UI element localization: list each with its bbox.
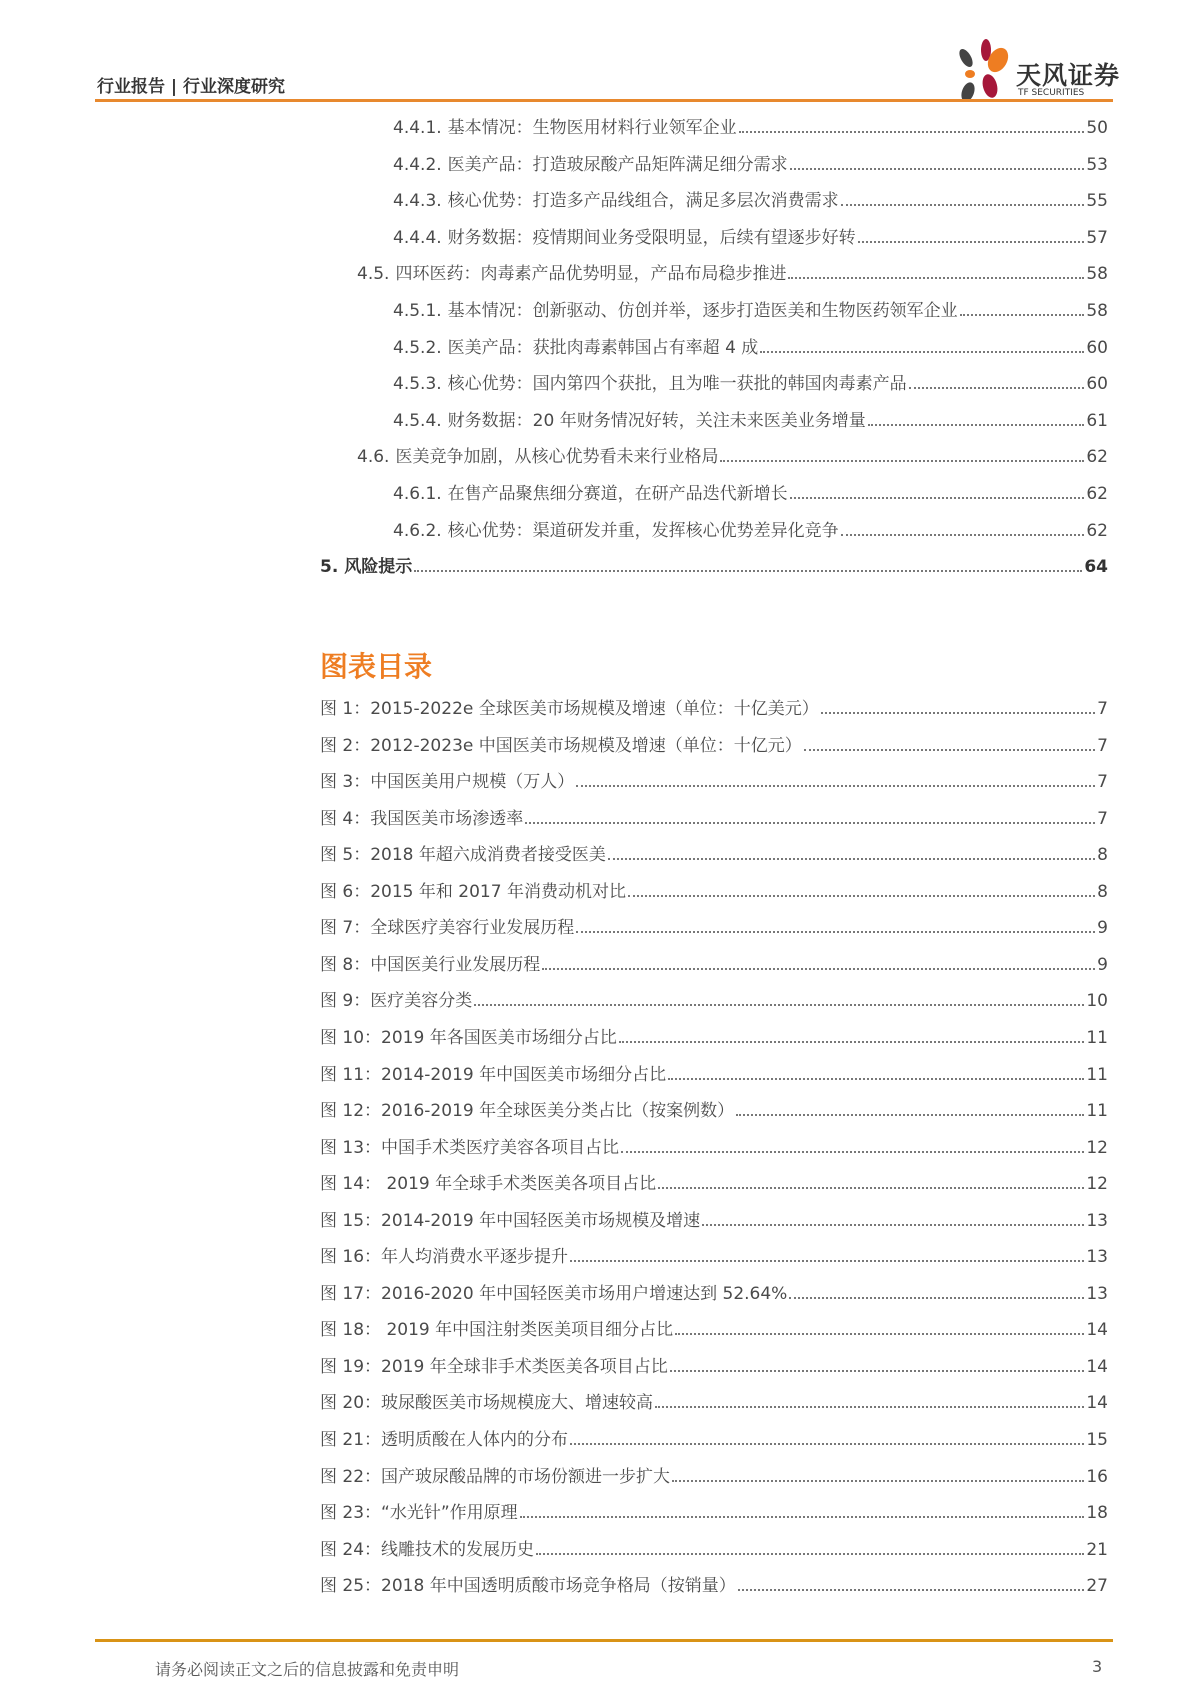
entry-number: 4.5.4. [393, 410, 442, 431]
logo-petals-icon [950, 38, 1016, 104]
entry-page: 14 [1086, 1320, 1108, 1341]
dot-leader [738, 1589, 1085, 1591]
entry-label: 图 22：国产玻尿酸品牌的市场份额进一步扩大 [320, 1466, 671, 1487]
entry-page: 50 [1086, 118, 1108, 138]
entry-text: 四环医药：肉毒素产品优势明显，产品布局稳步推进 [395, 264, 787, 285]
figure-entry[interactable] [320, 1570, 1108, 1596]
dot-leader [619, 1041, 1085, 1043]
entry-label: 图 4：我国医美市场渗透率 [320, 808, 524, 829]
entry-page: 9 [1097, 954, 1108, 975]
entry-page: 16 [1086, 1466, 1108, 1487]
figure-entry[interactable] [320, 1534, 1108, 1560]
dot-leader [790, 168, 1085, 170]
entry-label: 图 21：透明质酸在人体内的分布 [320, 1430, 569, 1450]
figure-entry[interactable] [320, 1351, 1108, 1377]
entry-label [320, 552, 414, 577]
entry-page: 11 [1086, 1101, 1108, 1122]
tf-securities-logo [950, 38, 1120, 104]
entry-label: 图 23：“水光针”作用原理 [320, 1503, 518, 1524]
figures-heading: 图表目录 [320, 650, 433, 683]
dot-leader [608, 858, 1095, 860]
entry-number: 4.6. [357, 447, 390, 468]
entry-page: 13 [1086, 1283, 1108, 1304]
toc-entry[interactable] [393, 295, 1108, 321]
footer-disclaimer: 请务必阅读正文之后的信息披露和免责申明 [155, 1660, 460, 1679]
entry-page: 7 [1097, 772, 1108, 793]
toc-entry[interactable] [393, 332, 1108, 358]
entry-page: 7 [1097, 699, 1108, 719]
dot-leader [536, 1553, 1084, 1555]
toc-entry[interactable] [320, 551, 1108, 577]
entry-label [393, 296, 960, 321]
entry-page: 27 [1086, 1576, 1108, 1597]
figure-entry[interactable] [320, 693, 1108, 719]
figure-entry[interactable] [320, 1168, 1108, 1194]
entry-page: 8 [1097, 881, 1108, 902]
dot-leader [841, 204, 1085, 206]
entry-page: 13 [1086, 1247, 1108, 1268]
entry-number: 4.5.1. [393, 301, 442, 321]
entry-label: 图 7：全球医疗美容行业发展历程 [320, 918, 575, 939]
entry-text: 核心优势：打造多产品线组合，满足多层次消费需求 [447, 191, 839, 212]
figure-entry[interactable] [320, 1387, 1108, 1413]
header-rule [95, 99, 1113, 102]
toc-entry[interactable] [393, 405, 1108, 431]
entry-page: 13 [1086, 1210, 1108, 1231]
entry-label: 图 16：年人均消费水平逐步提升 [320, 1247, 569, 1268]
dot-leader [675, 1333, 1084, 1335]
figure-entry[interactable] [320, 839, 1108, 865]
entry-number: 5. [320, 557, 339, 578]
entry-label: 图 8：中国医美行业发展历程 [320, 954, 541, 975]
entry-label [393, 113, 739, 138]
dot-leader [960, 314, 1085, 316]
entry-page: 14 [1086, 1393, 1108, 1414]
entry-page: 60 [1086, 337, 1108, 358]
dot-leader [788, 277, 1084, 279]
entry-text: 财务数据：20 年财务情况好转，关注未来医美业务增量 [447, 410, 866, 431]
entry-number: 4.5. [357, 264, 390, 285]
entry-text: 核心优势：国内第四个获批，且为唯一获批的韩国肉毒素产品 [447, 374, 907, 395]
entry-page: 8 [1097, 845, 1108, 866]
page-number: 3 [1092, 1657, 1103, 1676]
entry-page: 60 [1086, 374, 1108, 395]
entry-page: 11 [1086, 1027, 1108, 1048]
header-title: 行业报告 | 行业深度研究 [97, 77, 286, 97]
dot-leader [760, 351, 1084, 353]
entry-page: 57 [1086, 227, 1108, 248]
dot-leader [525, 822, 1095, 824]
entry-label: 图 1：2015-2022e 全球医美市场规模及增速（单位：十亿美元） [320, 699, 819, 719]
entry-number: 4.4.3. [393, 191, 442, 212]
entry-text: 医美竞争加剧，从核心优势看未来行业格局 [395, 447, 719, 468]
figure-entry[interactable] [320, 949, 1108, 975]
dot-leader [821, 712, 1095, 714]
entry-page: 61 [1086, 410, 1108, 431]
entry-number: 4.5.3. [393, 374, 442, 395]
entry-number: 4.4.4. [393, 227, 442, 248]
entry-label: 图 10：2019 年各国医美市场细分占比 [320, 1027, 617, 1048]
figure-entry[interactable] [320, 1278, 1108, 1304]
entry-label: 图 11：2014-2019 年中国医美市场细分占比 [320, 1064, 667, 1085]
entry-label: 图 5：2018 年超六成消费者接受医美 [320, 845, 606, 866]
figure-entry[interactable] [320, 912, 1108, 938]
figure-entry[interactable] [320, 803, 1108, 829]
entry-label [357, 442, 720, 467]
entry-label [393, 333, 760, 358]
figure-entry[interactable] [320, 1132, 1108, 1158]
dot-leader [720, 460, 1084, 462]
entry-label [393, 186, 841, 211]
figure-entry[interactable] [320, 1241, 1108, 1267]
dot-leader [542, 968, 1095, 970]
figure-entry[interactable] [320, 766, 1108, 792]
dot-leader [628, 895, 1095, 897]
dot-leader [668, 1078, 1084, 1080]
figure-entry[interactable] [320, 1059, 1108, 1085]
entry-label: 图 25：2018 年中国透明质酸市场竞争格局（按销量） [320, 1576, 736, 1597]
entry-label: 图 6：2015 年和 2017 年消费动机对比 [320, 881, 626, 902]
entry-label: 图 24：线雕技术的发展历史 [320, 1539, 535, 1560]
entry-page: 7 [1097, 735, 1108, 756]
figure-entry[interactable] [320, 1424, 1108, 1450]
entry-number: 4.6.2. [393, 520, 442, 541]
dot-leader [576, 931, 1095, 933]
entry-number: 4.4.2. [393, 154, 442, 175]
dot-leader [414, 570, 1082, 572]
entry-page: 18 [1086, 1503, 1108, 1524]
figure-entry[interactable] [320, 1461, 1108, 1487]
entry-page: 55 [1086, 191, 1108, 212]
dot-leader [909, 387, 1085, 389]
entry-label: 图 19：2019 年全球非手术类医美各项目占比 [320, 1356, 668, 1377]
toc-entry[interactable] [393, 149, 1108, 175]
dot-leader [739, 131, 1085, 133]
entry-page: 9 [1097, 918, 1108, 939]
dot-leader [702, 1224, 1084, 1226]
entry-text: 财务数据：疫情期间业务受限明显，后续有望逐步好转 [447, 227, 856, 248]
entry-label [393, 150, 790, 175]
logo-text-en: TF SECURITIES [1018, 88, 1085, 98]
entry-label: 图 15：2014-2019 年中国轻医美市场规模及增速 [320, 1210, 701, 1231]
entry-label: 图 14： 2019 年全球手术类医美各项目占比 [320, 1174, 657, 1195]
toc-entry[interactable] [357, 258, 1108, 284]
entry-page: 7 [1097, 808, 1108, 829]
dot-leader [868, 424, 1085, 426]
entry-page: 62 [1086, 484, 1108, 504]
dot-leader [804, 749, 1095, 751]
entry-label [393, 406, 868, 431]
entry-page: 11 [1086, 1064, 1108, 1085]
toc-entry[interactable] [357, 441, 1108, 467]
entry-text: 基本情况：生物医用材料行业领军企业 [447, 118, 737, 138]
entry-page: 12 [1086, 1137, 1108, 1158]
entry-label [357, 259, 788, 284]
entry-label [393, 223, 858, 248]
entry-text: 风险提示 [344, 557, 413, 578]
dot-leader [672, 1480, 1084, 1482]
toc-entry[interactable] [393, 515, 1108, 541]
dot-leader [790, 497, 1085, 499]
dot-leader [570, 1443, 1084, 1445]
figure-entry[interactable] [320, 730, 1108, 756]
entry-text: 核心优势：渠道研发并重，发挥核心优势差异化竞争 [447, 520, 839, 541]
dot-leader [858, 241, 1085, 243]
entry-label: 图 20：玻尿酸医美市场规模庞大、增速较高 [320, 1393, 654, 1414]
dot-leader [621, 1151, 1084, 1153]
entry-page: 64 [1084, 557, 1108, 578]
entry-text: 医美产品：打造玻尿酸产品矩阵满足细分需求 [447, 154, 788, 175]
footer-rule [95, 1639, 1113, 1642]
entry-label [393, 479, 790, 504]
entry-page: 10 [1086, 991, 1108, 1012]
entry-text: 医美产品：获批肉毒素韩国占有率超 4 成 [447, 337, 759, 358]
toc-entry[interactable] [393, 222, 1108, 248]
dot-leader [789, 1297, 1084, 1299]
entry-page: 53 [1086, 154, 1108, 175]
dot-leader [520, 1516, 1085, 1518]
entry-page: 58 [1086, 301, 1108, 321]
dot-leader [570, 1260, 1084, 1262]
toc-entry[interactable] [393, 112, 1108, 138]
figure-entry[interactable] [320, 876, 1108, 902]
entry-label: 图 3：中国医美用户规模（万人） [320, 772, 575, 793]
entry-number: 4.6.1. [393, 484, 442, 504]
entry-page: 62 [1086, 520, 1108, 541]
toc-entry[interactable] [393, 478, 1108, 504]
entry-label: 图 9：医疗美容分类 [320, 991, 473, 1012]
dot-leader [655, 1406, 1084, 1408]
dot-leader [670, 1370, 1085, 1372]
entry-page: 14 [1086, 1356, 1108, 1377]
entry-page: 62 [1086, 447, 1108, 468]
entry-label: 图 2：2012-2023e 中国医美市场规模及增速（单位：十亿元） [320, 735, 802, 756]
dot-leader [736, 1114, 1084, 1116]
entry-label: 图 12：2016-2019 年全球医美分类占比（按案例数） [320, 1101, 735, 1122]
entry-text: 在售产品聚焦细分赛道，在研产品迭代新增长 [447, 484, 788, 504]
dot-leader [841, 534, 1085, 536]
dot-leader [474, 1004, 1084, 1006]
entry-page: 15 [1086, 1430, 1108, 1450]
dot-leader [658, 1187, 1084, 1189]
figure-entry[interactable] [320, 1205, 1108, 1231]
entry-page: 21 [1086, 1539, 1108, 1560]
entry-label: 图 18： 2019 年中国注射类医美项目细分占比 [320, 1320, 674, 1341]
entry-number: 4.4.1. [393, 118, 442, 138]
entry-label [393, 516, 841, 541]
figure-entry[interactable] [320, 1022, 1108, 1048]
toc-entry[interactable] [393, 368, 1108, 394]
entry-number: 4.5.2. [393, 337, 442, 358]
entry-page: 58 [1086, 264, 1108, 285]
entry-text: 基本情况：创新驱动、仿创并举，逐步打造医美和生物医药领军企业 [447, 301, 958, 321]
entry-label [393, 369, 909, 394]
dot-leader [576, 785, 1095, 787]
logo-text-cn: 天风证券 [1016, 61, 1121, 90]
toc-entry[interactable] [393, 185, 1108, 211]
figure-entry[interactable] [320, 1314, 1108, 1340]
entry-label: 图 17：2016-2020 年中国轻医美市场用户增速达到 52.64% [320, 1283, 788, 1304]
figure-entry[interactable] [320, 1095, 1108, 1121]
entry-label: 图 13：中国手术类医疗美容各项目占比 [320, 1137, 620, 1158]
entry-page: 12 [1086, 1174, 1108, 1195]
figure-entry[interactable] [320, 985, 1108, 1011]
figure-entry[interactable] [320, 1497, 1108, 1523]
